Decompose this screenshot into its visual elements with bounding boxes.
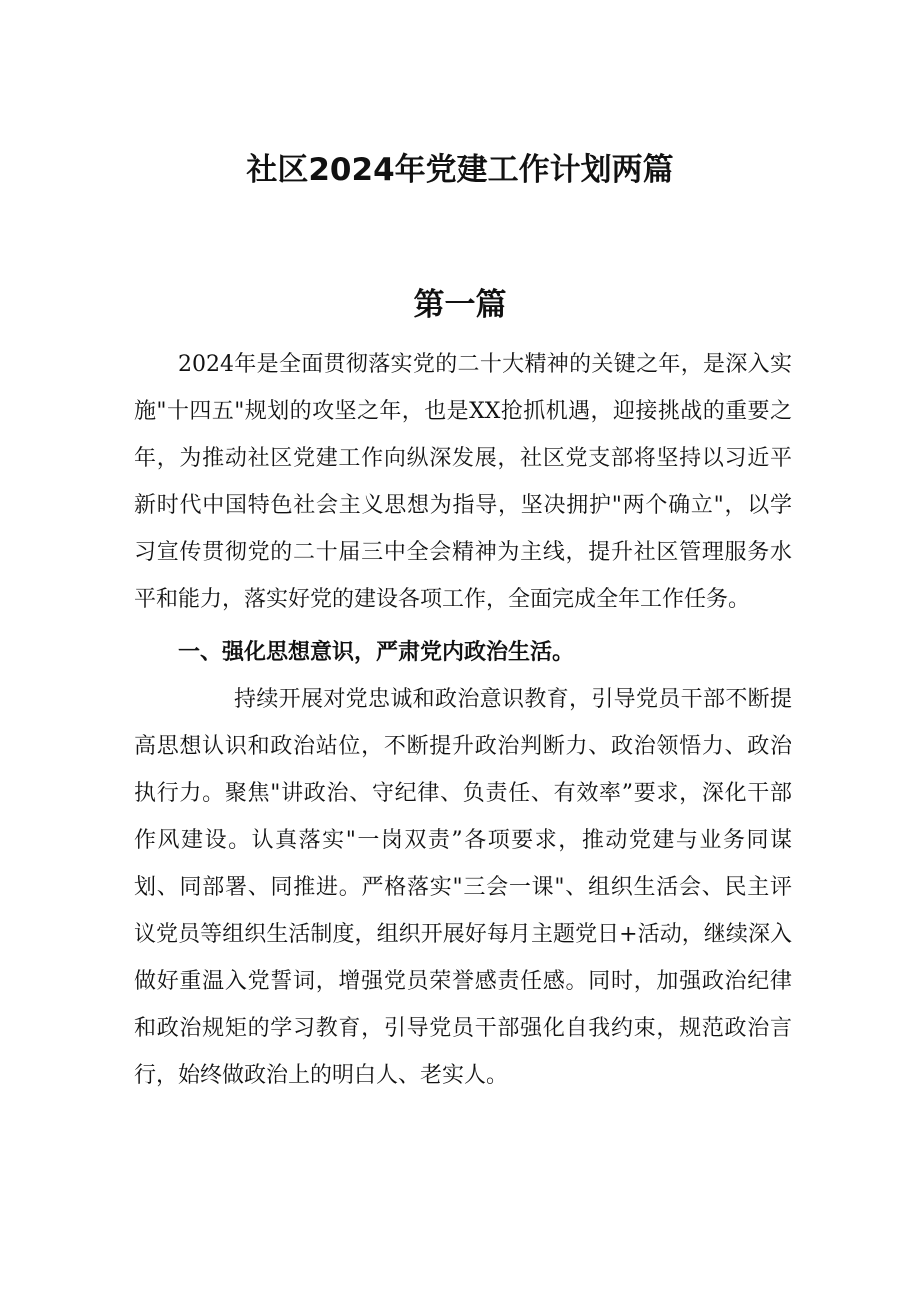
body-paragraph-1: 持续开展对党忠诚和政治意识教育，引导党员干部不断提高思想认识和政治站位，不断提升政治判断力、政治领悟力、政治执行力。聚焦"讲政治、守纪律、负责任、有效率”要求，深化干部作风建设。认真落实"一岗双责”各项要求，推动党建与业务同谋划、同部署、同推进。严格落实"三会一课"、组织生活会、民主评议党员等组织生活制度，组织开展好每月主题党日+活动，继续深入做好重温入党誓词，增强党员荣誉感责任感。同时，加强政治纪律和政治规矩的学习教育，引导党员干部强化自我约束，规范政治言行，始终做政治上的明白人、老实人。: [134, 687, 792, 1088]
document-title: 社区2024年党建工作计划两篇: [246, 152, 674, 188]
intro-paragraph: 2024年是全面贯彻落实党的二十大精神的关键之年，是深入实施"十四五"规划的攻坚之年，也是XX抢抓机遇，迎接挑战的重要之年，为推动社区党建工作向纵深发展，社区党支部将坚持以习近平新时代中国特色社会主义思想为指导，坚决拥护"两个确立"，以学习宣传贯彻党的二十届三中全会精神为主线，提升社区管理服务水平和能力，落实好党的建设各项工作，全面完成全年工作任务。: [134, 352, 792, 612]
section-heading-1: 一、强化思想意识，严肃党内政治生活。: [178, 640, 575, 665]
section-title: 第一篇: [413, 287, 507, 323]
